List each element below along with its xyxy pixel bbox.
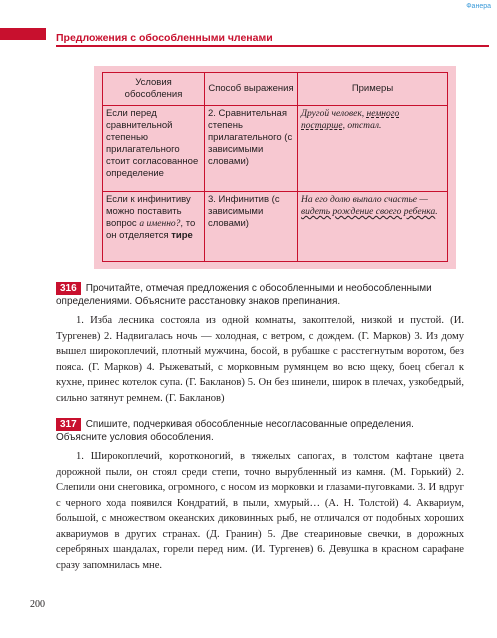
header-rule — [56, 45, 489, 47]
table-cell: Если перед сравнительной степенью прилагательного стоит согласованное определение — [103, 106, 205, 192]
table-header-row — [103, 73, 448, 106]
table-cell: Если к инфинитиву можно поставить вопрос а именно?, то он отделяется тире — [103, 192, 205, 262]
table-header-cell: Условия обособления — [103, 73, 205, 106]
table-cell: 3. Инфинитив (с зависимыми словами) — [205, 192, 298, 262]
section-title: Предложения с обособленными членами — [56, 32, 273, 44]
exercise-317 — [56, 418, 464, 573]
exercise-text: 1. Изба лесника состояла из одной комнаты, закоптелой, низкой и пустой. (И. Тургенев) 2. Надвигалась ночь — холодная, с ветром, с дождем. (Г. Марков) 3. Из дому вышел широкоплечий, плотный мужчина, босой, в рубашке с расстегнутым воротом, без пояса. (Г. Марков) 4. Рыжеватый, с морковным румянцем во всю щеку, боец сбегал к кухне, принес котелок супа. (Г. Бакланов) 5. Он без шинели, широк в плечах, узкобедрый, сильно затянут ремнем. (Г. Бакланов) — [56, 315, 464, 404]
exercise-number: 316 — [56, 282, 81, 295]
table-row — [103, 192, 448, 262]
table-header-cell: Примеры — [298, 73, 448, 106]
table-row — [103, 106, 448, 192]
rules-table-box — [94, 66, 456, 269]
exercise-instruction: 316 Прочитайте, отмечая предложения с обособленными и необособленными определениями. Объясните расстановку знаков препинания. — [56, 283, 432, 307]
exercise-316 — [56, 282, 464, 406]
page-number: 200 — [30, 599, 45, 610]
table-cell: 2. Сравнительная степень прилагательного (с зависимыми словами) — [205, 106, 298, 192]
table-cell: На его долю выпало счастье — видеть рождение своего ребенка. — [298, 192, 448, 262]
publisher-logo: Фанера — [466, 3, 491, 10]
exercise-number: 317 — [56, 418, 81, 431]
exercise-text: 1. Широкоплечий, коротконогий, в тяжелых сапогах, в толстом кафтане цвета дорожной пыли, он стоял среди степи, точно вырубленный из камня. (М. Горький) 2. Слепили они снеговика, огромного, с носом из морковки и глазами-пуговками. 3. И вдруг с черного хода появился Кондратий, в пыли, хмурый… (А. Н. Толстой) 4. Аквариум, большой, с множеством океанских диковинных рыб, не отличался от подобных хороших аквариумов в других странах. (Д. Гранин) 5. Две стеариновые свечки, в дорожных серебряных шандалах, горели перед ним. (И. Тургенев) 6. Девушка в красном сарафане сразу запомнилась мне. — [56, 451, 464, 571]
table-cell: Другой человек, немного постарше, отстал. — [298, 106, 448, 192]
rules-table — [102, 72, 448, 262]
table-header-cell: Способ выражения — [205, 73, 298, 106]
exercise-instruction: 317 Спишите, подчеркивая обособленные несогласованные определения. Объясните условия обособления. — [56, 419, 414, 443]
